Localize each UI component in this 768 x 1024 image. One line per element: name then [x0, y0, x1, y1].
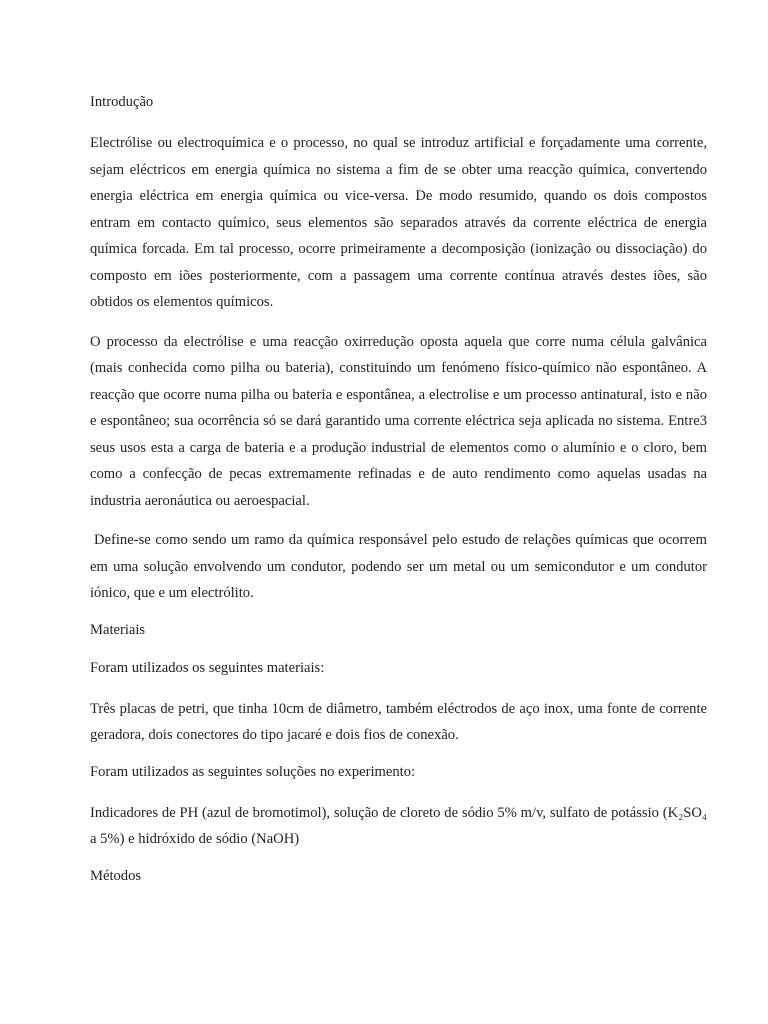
heading-materiais: Materiais [90, 621, 146, 638]
document-page [90, 92, 707, 904]
heading-metodos: Métodos [90, 867, 142, 884]
solutions-intro: Foram utilizados as seguintes soluções no experimento: [90, 763, 416, 780]
materials-list: Três placas de petri, que tinha 10cm de diâmetro, também eléctrodos de aço inox, uma fonte de corrente geradora, dois conectores do tipo jacaré e dois fios de conexão. [90, 700, 707, 743]
intro-paragraph-2: O processo da electrólise e uma reacção oxirredução oposta aquela que corre numa célula galvânica (mais conhecida como pilha ou bateria), constituindo um fenómeno físico-químico não espontâneo. A reacção que ocorre numa pilha ou bateria e espontânea, a electrolise e um processo antinatural, isto e não e espontâneo; sua ocorrência só se dará garantido uma corrente eléctrica seja aplicada no sistema. Entre3 seus usos esta a carga de bateria e a produção industrial de elementos como o alumínio e o cloro, bem como a confecção de pecas extremamente refinadas e de auto rendimento como aquelas usadas na industria aeronáutica ou aeroespacial. [90, 333, 707, 509]
solutions-list: Indicadores de PH (azul de bromotimol), solução de cloreto de sódio 5% m/v, sulfato de potássio (K₂SO₄ a 5%) e hidróxido de sódio (NaOH) [90, 804, 707, 847]
intro-paragraph-1: Electrólise ou electroquímica e o processo, no qual se introduz artificial e forçadamente uma corrente, sejam eléctricos em energia química no sistema a fim de se obter uma reacção química, convertendo energia eléctrica em energia química ou vice-versa. De modo resumido, quando os dois compostos entram em contacto químico, seus elementos são separados através da corrente eléctrica de energia química forcada. Em tal processo, ocorre primeiramente a decomposição (ionização ou dissociação) do composto em iões posteriormente, com a passagem uma corrente contínua através destes iões, são obtidos os elementos químicos. [90, 135, 707, 310]
heading-introducao: Introdução [90, 94, 154, 110]
materials-intro: Foram utilizados os seguintes materiais: [90, 659, 325, 676]
intro-paragraph-3: Define-se como sendo um ramo da química responsável pelo estudo de relações químicas que ocorrem em uma solução envolvendo um condutor, podendo ser um metal ou um semicondutor e um condutor iónico, que e um electrólito. [90, 532, 707, 601]
